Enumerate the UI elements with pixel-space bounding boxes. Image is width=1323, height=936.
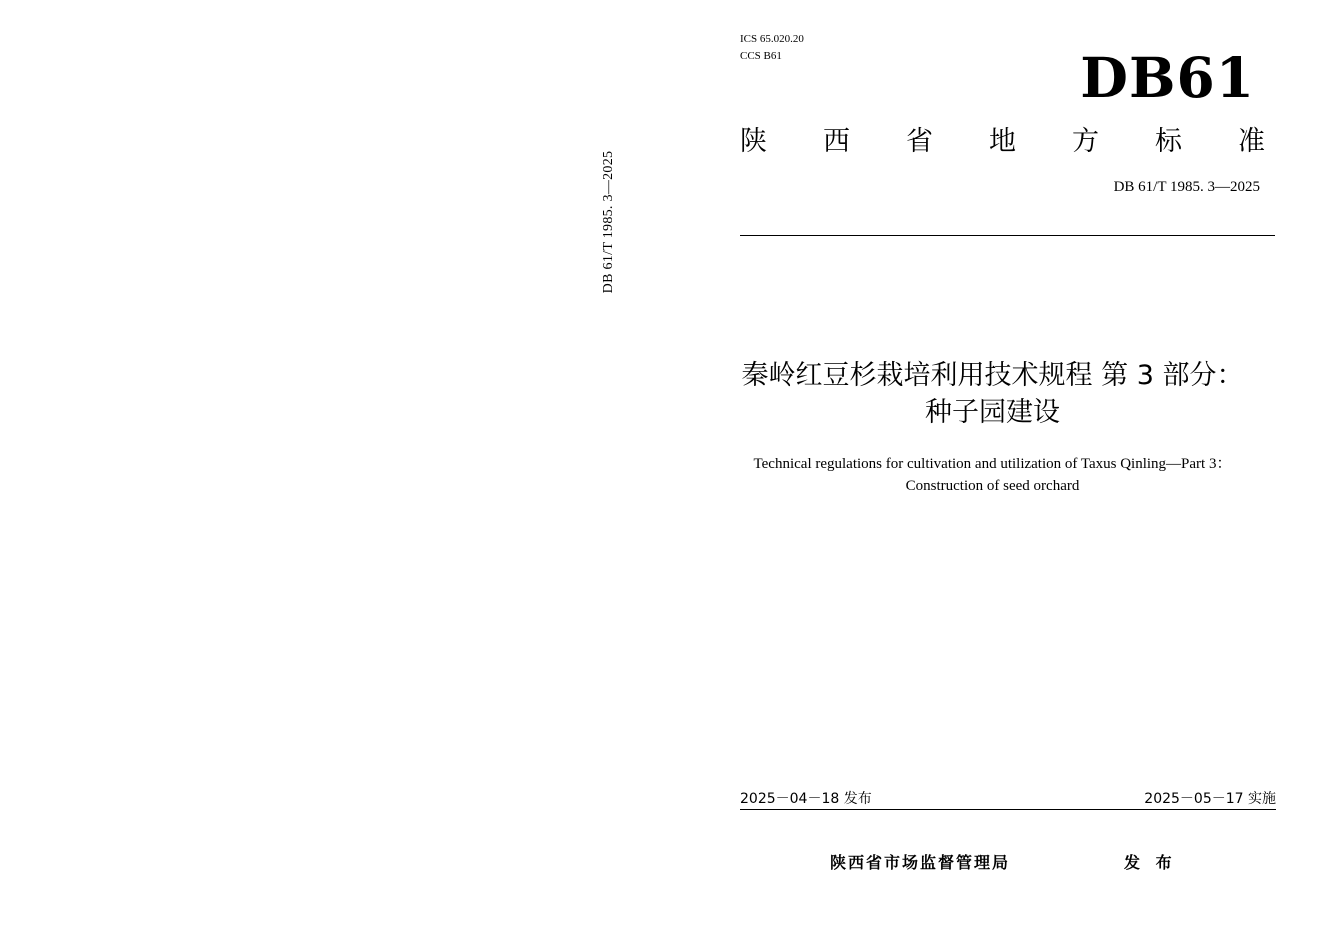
level-char: 标 bbox=[1155, 126, 1182, 157]
ccs-code: CCS B61 bbox=[740, 50, 782, 62]
ics-code: ICS 65.020.20 bbox=[740, 33, 804, 45]
level-char: 西 bbox=[823, 126, 850, 157]
level-char: 陕 bbox=[740, 126, 767, 157]
level-char: 地 bbox=[989, 126, 1016, 157]
level-char: 准 bbox=[1238, 126, 1265, 157]
date-row bbox=[740, 790, 1276, 810]
title-chinese bbox=[700, 357, 1285, 431]
standard-code-logo: DB61 bbox=[1080, 45, 1255, 110]
standard-number: DB 61/T 1985. 3—2025 bbox=[1113, 179, 1260, 195]
level-char: 省 bbox=[906, 126, 933, 157]
implementation-date: 2025－05－17 实施 bbox=[1144, 791, 1276, 807]
publish-label: 发 布 bbox=[1124, 853, 1177, 872]
issuing-authority: 陕西省市场监督管理局 bbox=[830, 853, 1011, 872]
title-english bbox=[700, 453, 1285, 497]
title-english-line1: Technical regulations for cultivation and utilization of Taxus Qinling—Part 3： bbox=[753, 456, 1232, 472]
spine-standard-number: DB 61/T 1985. 3—2025 bbox=[601, 150, 616, 294]
title-chinese-line2: 种子园建设 bbox=[925, 397, 1060, 428]
level-char: 方 bbox=[1072, 126, 1099, 157]
header-divider bbox=[740, 235, 1275, 236]
title-english-line2: Construction of seed orchard bbox=[905, 478, 1080, 494]
title-chinese-line1: 秦岭红豆杉栽培利用技术规程 第 3 部分： bbox=[741, 360, 1244, 391]
issue-date: 2025－04－18 发布 bbox=[740, 791, 872, 807]
standard-level-title bbox=[740, 126, 1265, 158]
